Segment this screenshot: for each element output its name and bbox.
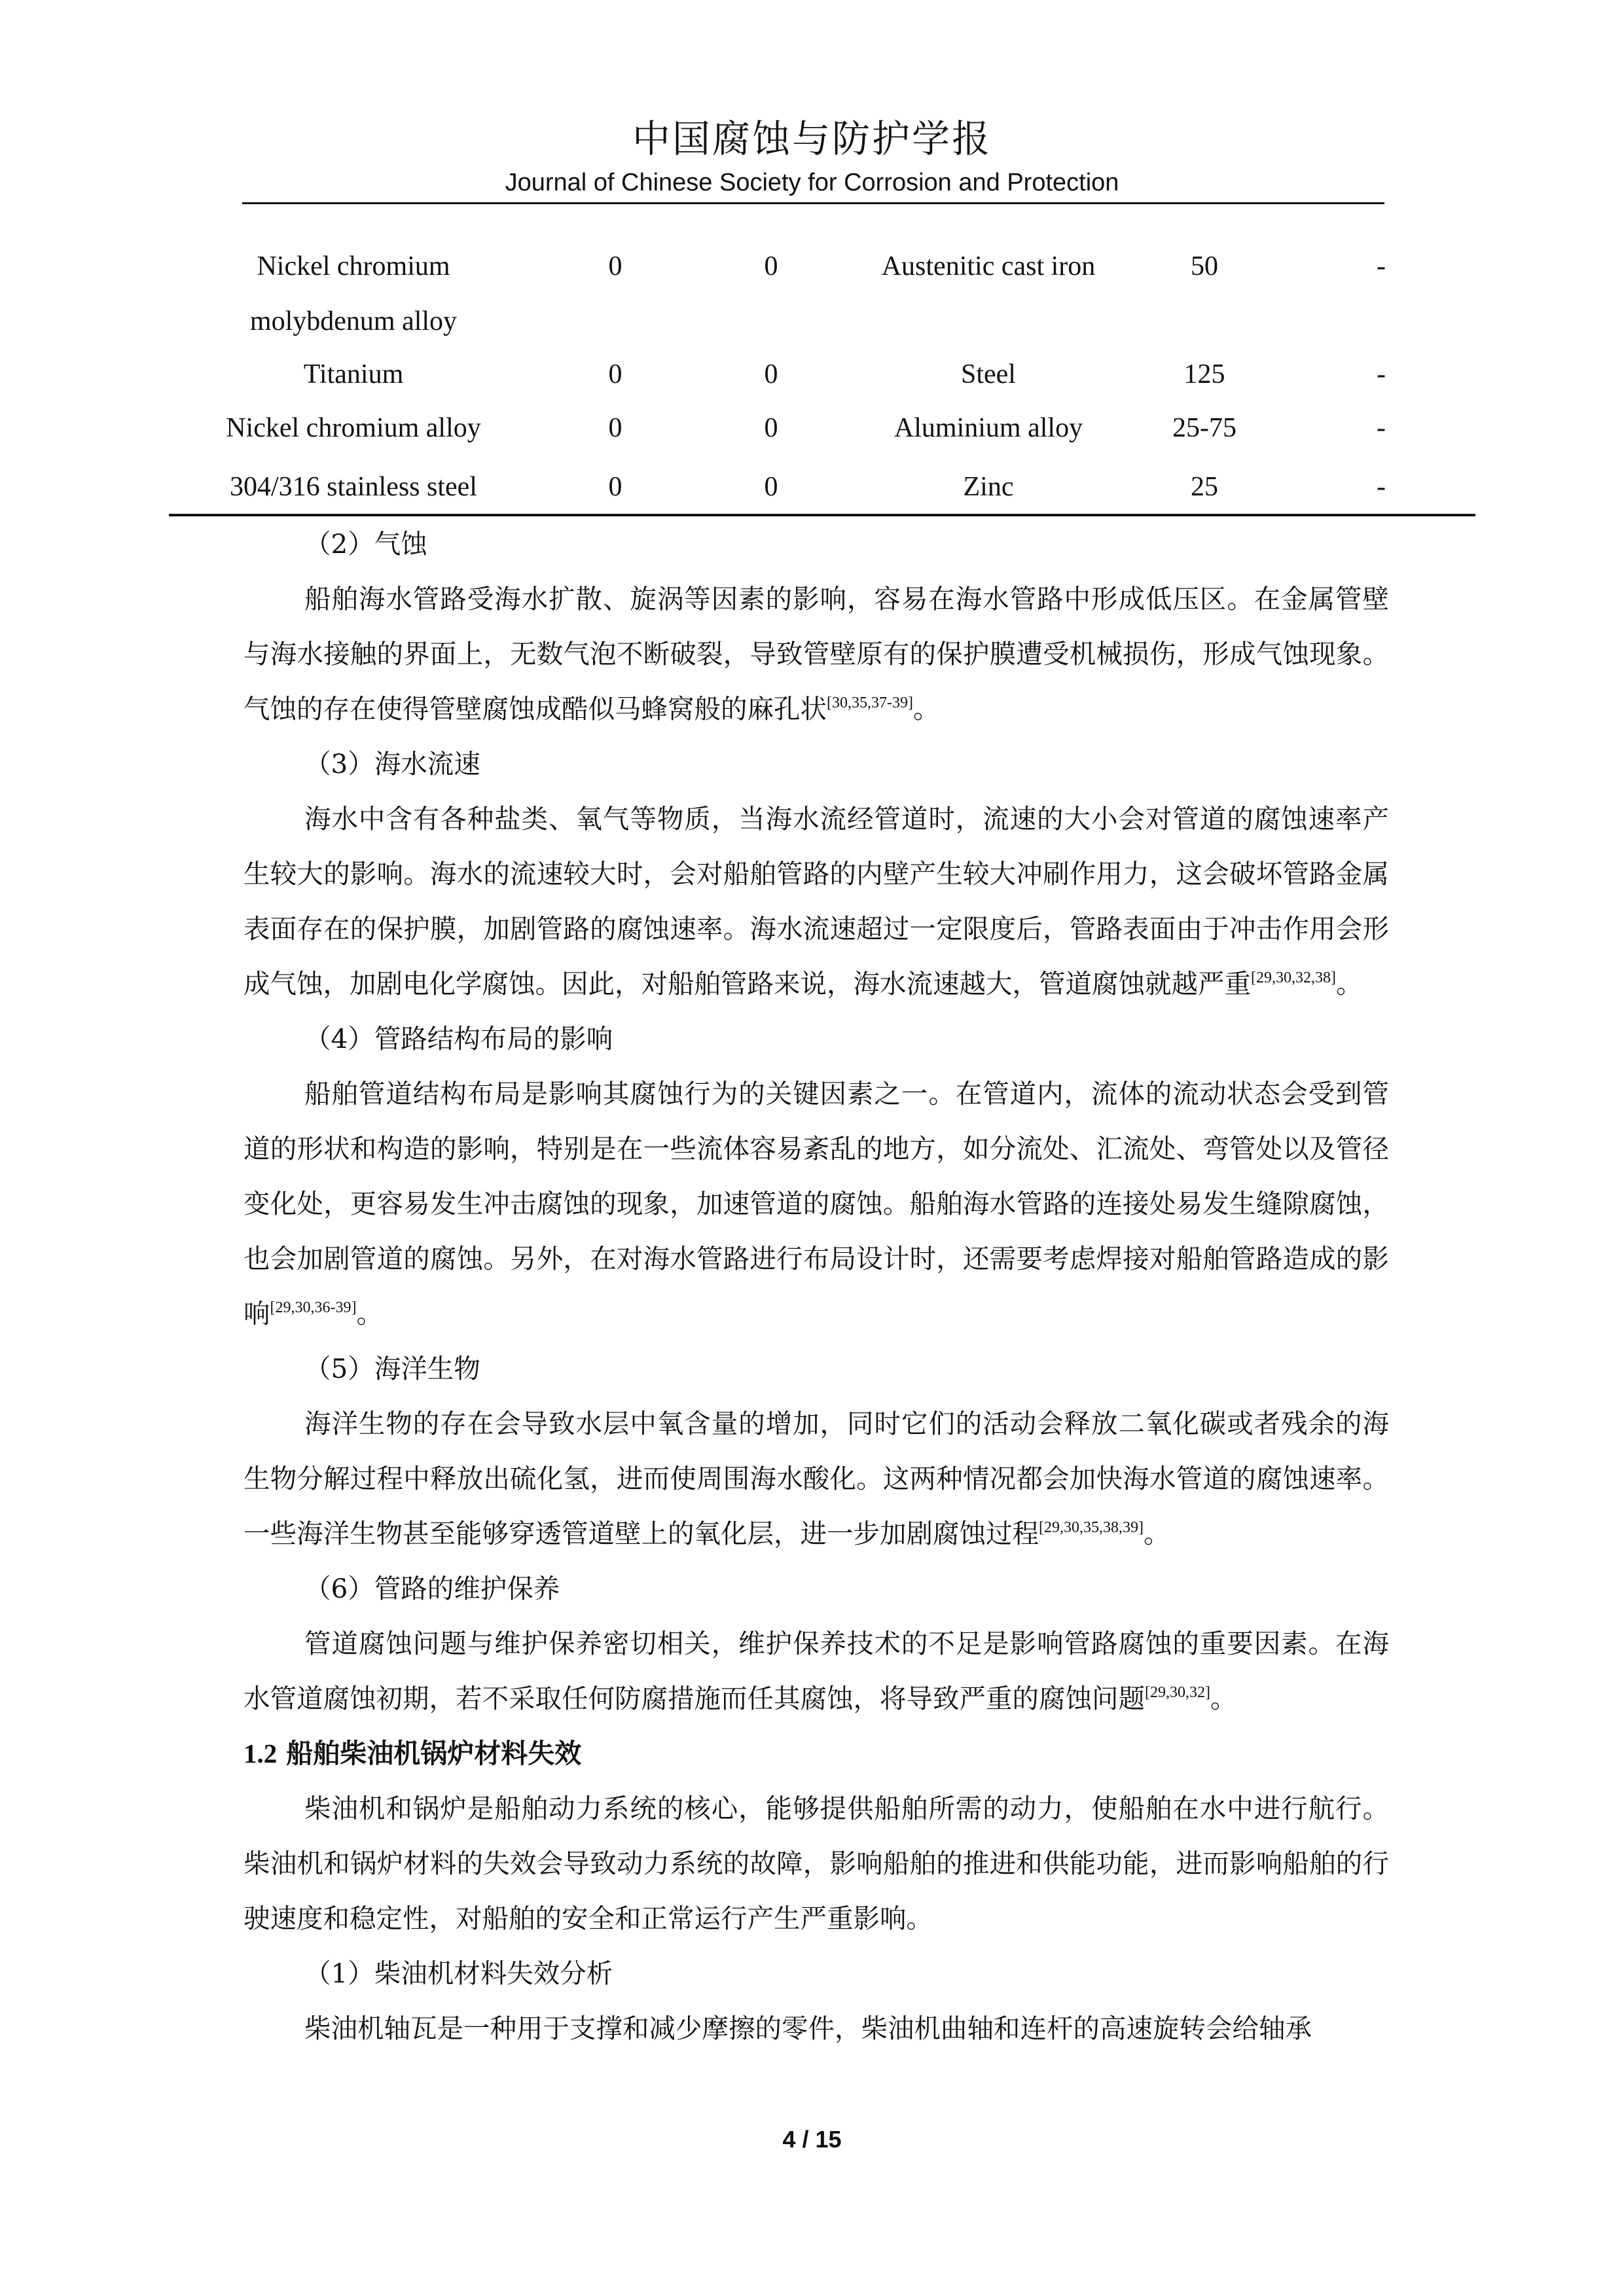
citation: [29,30,36-39] xyxy=(270,1299,357,1316)
table-cell: molybdenum alloy xyxy=(249,306,458,336)
table-cell: - xyxy=(1377,413,1386,443)
page-number: 4 / 15 xyxy=(782,2126,842,2153)
table-cell: 0 xyxy=(608,472,623,502)
journal-title-en: Journal of Chinese Society for Corrosion and Protection xyxy=(505,169,1119,196)
subheading-cavitation: （2）气蚀 xyxy=(304,528,427,560)
subheading-flow-velocity: （3）海水流速 xyxy=(304,748,480,780)
subheading-marine-organisms: （5）海洋生物 xyxy=(304,1353,480,1384)
table-cell: Aluminium alloy xyxy=(893,413,1083,443)
table-cell: 25 xyxy=(1191,472,1218,502)
table-cell: 0 xyxy=(608,251,623,281)
paragraph-pipe-layout: 船舶管道结构布局是影响其腐蚀行为的关键因素之一。在管道内，流体的流动状态会受到管道的形状和构造的影响，特别是在一些流体容易紊乱的地方，如分流处、汇流处、弯管处以及管径变化处，更容易发生冲击腐蚀的现象，加速管道的腐蚀。船舶海水管路的连接处易发生缝隙腐蚀，也会加剧管道的腐蚀。另外，在对海水管路进行布局设计时，还需要考虑焊接对船舶管路造成的影响[29,30,36-39]。 xyxy=(244,1078,1389,1329)
citation: [30,35,37-39] xyxy=(827,694,913,711)
table-cell: - xyxy=(1377,251,1386,281)
table-cell: 0 xyxy=(764,251,778,281)
table-cell: - xyxy=(1377,472,1386,502)
table-cell: 0 xyxy=(764,413,778,443)
table-cell: Titanium xyxy=(303,359,404,389)
table-cell: 0 xyxy=(764,359,778,389)
table-cell: Austenitic cast iron xyxy=(881,251,1096,281)
paragraph-diesel-failure: 柴油机轴瓦是一种用于支撑和减少摩擦的零件，柴油机曲轴和连杆的高速旋转会给轴承 xyxy=(304,2013,1312,2044)
journal-title-cn: 中国腐蚀与防护学报 xyxy=(632,117,992,161)
header-rule xyxy=(242,202,1384,204)
citation: [29,30,32] xyxy=(1145,1684,1210,1701)
table-cell: 0 xyxy=(764,472,778,502)
table-cell: Nickel chromium alloy xyxy=(226,413,481,443)
paragraph-maintenance: 管道腐蚀问题与维护保养密切相关，维护保养技术的不足是影响管路腐蚀的重要因素。在海水管道腐蚀初期，若不采取任何防腐措施而任其腐蚀，将导致严重的腐蚀问题[29,30,32]。 xyxy=(244,1628,1389,1714)
table-cell: 25-75 xyxy=(1172,413,1236,443)
table-cell: 304/316 stainless steel xyxy=(230,472,477,502)
table-cell: Steel xyxy=(961,359,1016,389)
subheading-maintenance: （6）管路的维护保养 xyxy=(304,1573,560,1604)
citation: [29,30,35,38,39] xyxy=(1039,1519,1144,1536)
paragraph-cavitation: 船舶海水管路受海水扩散、旋涡等因素的影响，容易在海水管路中形成低压区。在金属管壁与海水接触的界面上，无数气泡不断破裂，导致管壁原有的保护膜遭受机械损伤，形成气蚀现象。气蚀的存在使得管壁腐蚀成酷似马蜂窝般的麻孔状[30,35,37-39]。 xyxy=(244,583,1389,725)
table-cell: 125 xyxy=(1183,359,1225,389)
table-cell: 0 xyxy=(608,413,623,443)
table-cell: 0 xyxy=(608,359,623,389)
section-heading-1-2: 1.2 船舶柴油机锅炉材料失效 xyxy=(244,1738,582,1769)
table-cell: Nickel chromium xyxy=(257,251,450,281)
subheading-pipe-layout: （4）管路结构布局的影响 xyxy=(304,1023,613,1054)
citation: [29,30,32,38] xyxy=(1251,969,1336,986)
table-cell: 50 xyxy=(1191,251,1218,281)
paragraph-marine-organisms: 海洋生物的存在会导致水层中氧含量的增加，同时它们的活动会释放二氧化碳或者残余的海生物分解过程中释放出硫化氢，进而使周围海水酸化。这两种情况都会加快海水管道的腐蚀速率。一些海洋生物甚至能够穿透管道壁上的氧化层，进一步加剧腐蚀过程[29,30,35,38,39]。 xyxy=(244,1408,1389,1549)
paragraph-flow-velocity: 海水中含有各种盐类、氧气等物质，当海水流经管道时，流速的大小会对管道的腐蚀速率产生较大的影响。海水的流速较大时，会对船舶管路的内壁产生较大冲刷作用力，这会破坏管路金属表面存在的保护膜，加剧管路的腐蚀速率。海水流速超过一定限度后，管路表面由于冲击作用会形成气蚀，加剧电化学腐蚀。因此，对船舶管路来说，海水流速越大，管道腐蚀就越严重[29,30,32,38]。 xyxy=(244,803,1389,999)
table-cell: - xyxy=(1377,359,1386,389)
subheading-diesel-failure: （1）柴油机材料失效分析 xyxy=(304,1958,613,1989)
article-body xyxy=(244,516,1389,2056)
table-cell: Zinc xyxy=(963,472,1014,502)
paragraph-diesel-boiler: 柴油机和锅炉是船舶动力系统的核心，能够提供船舶所需的动力，使船舶在水中进行航行。柴油机和锅炉材料的失效会导致动力系统的故障，影响船舶的推进和供能功能，进而影响船舶的行驶速度和稳定性，对船舶的安全和正常运行产生严重影响。 xyxy=(244,1793,1389,1934)
